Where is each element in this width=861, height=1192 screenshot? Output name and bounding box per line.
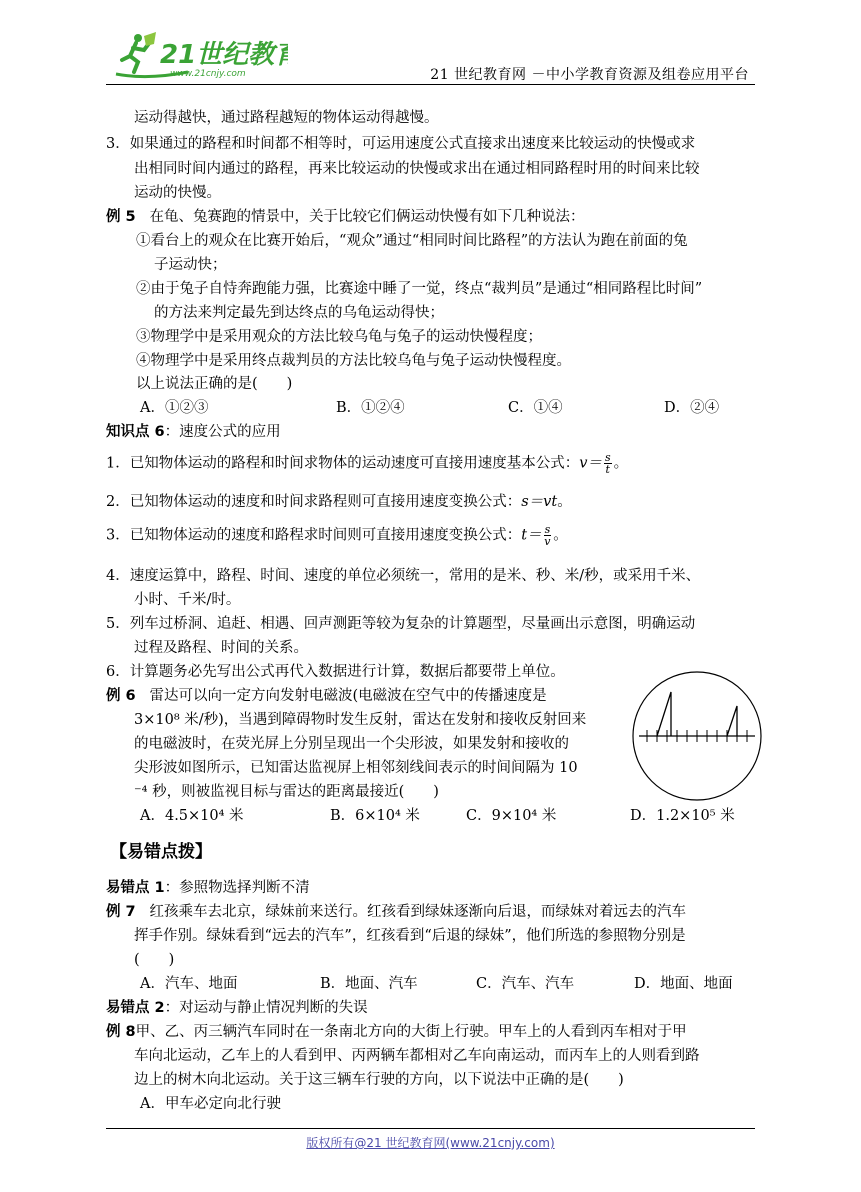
option-c: C．9×10⁴ 米	[466, 808, 557, 824]
example-label: 例 8	[106, 1024, 136, 1040]
knowledge-point-heading	[106, 422, 281, 442]
header-site-text: 21 世纪教育网 －中小学教育资源及组卷应用平台	[430, 67, 749, 83]
footer-copyright-link[interactable]: 版权所有@21 世纪教育网(www.21cnjy.com)	[306, 1136, 555, 1150]
option-d: D．1.2×10⁵ 米	[630, 808, 735, 824]
example-8-stem	[106, 1022, 687, 1042]
site-logo	[108, 30, 288, 85]
mistake-label: 易错点 2	[106, 1000, 165, 1016]
formula-line-3	[106, 524, 568, 547]
fraction	[544, 524, 552, 547]
text-line: ⁻⁴ 秒，则被监视目标与雷达的距离最接近( )	[134, 784, 439, 800]
formula-end: 。	[553, 527, 568, 544]
mistake-title: ：参照物选择判断不清	[164, 880, 310, 896]
option-d: D．②④	[664, 400, 720, 416]
option-a: A．甲车必定向北行驶	[140, 1096, 281, 1112]
example-text: 雷达可以向一定方向发射电磁波(电磁波在空气中的传播速度是	[149, 688, 547, 704]
logo-wordmark: 21世纪教育	[160, 40, 288, 70]
text-line: 挥手作别。绿妹看到“远去的汽车”，红孩看到“后退的绿妹”，他们所选的参照物分别是	[134, 928, 686, 944]
mistake-point-heading	[106, 878, 310, 898]
text-line: ②由于兔子自恃奔跑能力强，比赛途中睡了一觉，终点“裁判员”是通过“相同路程比时间”	[136, 281, 703, 297]
formula-lhs: t＝	[521, 527, 542, 544]
example-6-stem	[106, 686, 547, 706]
example-text: 在龟、兔赛跑的情景中，关于比较它们俩运动快慢有如下几种说法：	[149, 209, 585, 225]
example-label: 例 6	[106, 688, 136, 704]
text-line: 运动得越快，通过路程越短的物体运动得越慢。	[134, 110, 439, 126]
fraction-denominator: t	[605, 463, 610, 476]
formula-lhs: v＝	[579, 455, 602, 472]
text-line: 小时、千米/时。	[134, 592, 241, 608]
option-b: B．地面、汽车	[320, 976, 418, 992]
option-a: A．4.5×10⁴ 米	[140, 808, 244, 824]
logo-url: www.21cnjy.com	[170, 69, 246, 79]
formula-text: 3．已知物体运动的速度和路程求时间则可直接用速度变换公式：	[106, 527, 522, 544]
text-line: 4．速度运算中，路程、时间、速度的单位必须统一，常用的是米、秒、米/秒，或采用千米、	[106, 568, 701, 584]
formula-line-2	[106, 492, 572, 512]
example-text: 甲、乙、丙三辆汽车同时在一条南北方向的大街上行驶。甲车上的人看到丙车相对于甲	[135, 1024, 687, 1040]
example-5-stem	[106, 207, 584, 227]
header-rule	[106, 84, 755, 85]
text-line: 的方法来判定最先到达终点的乌龟运动得快；	[154, 305, 444, 321]
fraction-numerator: s	[604, 451, 611, 464]
mistake-title: ：对运动与静止情况判断的失误	[164, 1000, 368, 1016]
text-line: ( )	[134, 952, 175, 968]
option-a: A．汽车、地面	[140, 976, 238, 992]
footer-rule	[106, 1128, 755, 1129]
mistake-point-heading	[106, 998, 368, 1018]
text-line: 边上的树木向北运动。关于这三辆车行驶的方向，以下说法中正确的是( )	[134, 1072, 624, 1088]
text-line: 3×10⁸ 米/秒)，当遇到障碍物时发生反射，雷达在发射和接收反射回来	[134, 712, 587, 728]
text-line: 6．计算题务必先写出公式再代入数据进行计算，数据后都要带上单位。	[106, 664, 565, 680]
formula-text: 2．已知物体运动的速度和时间求路程则可直接用速度变换公式：	[106, 494, 522, 510]
example-7-stem	[106, 902, 686, 922]
radar-screen-figure	[631, 670, 763, 802]
formula-line-1	[106, 452, 628, 475]
option-a: A．①②③	[140, 400, 209, 416]
text-line: 车向北运动，乙车上的人看到甲、丙两辆车都相对乙车向南运动，而丙车上的人则看到路	[134, 1048, 700, 1064]
text-line: ①看台上的观众在比赛开始后，“观众”通过“相同时间比路程”的方法认为跑在前面的兔	[136, 233, 688, 249]
text-line: 的电磁波时，在荧光屏上分别呈现出一个尖形波，如果发射和接收的	[134, 736, 569, 752]
text-line: ③物理学中是采用观众的方法比较乌龟与兔子的运动快慢程度；	[136, 329, 542, 345]
runner-logo-icon	[108, 30, 288, 85]
text-line: 尖形波如图所示，已知雷达监视屏上相邻刻线间表示的时间间隔为 10	[134, 760, 578, 776]
kp-title: ：速度公式的应用	[164, 424, 281, 440]
option-b: B．6×10⁴ 米	[330, 808, 420, 824]
example-label: 例 7	[106, 904, 136, 920]
option-b: B．①②④	[336, 400, 405, 416]
text-line: 3．如果通过的路程和时间都不相等时，可运用速度公式直接求出速度来比较运动的快慢或求	[106, 136, 696, 152]
text-line: 子运动快；	[154, 257, 227, 273]
section-title: 【易错点拨】	[110, 842, 212, 862]
text-line: 出相同时间内通过的路程，再来比较运动的快慢或求出在通过相同路程时用的时间来比较	[134, 161, 700, 177]
option-c: C．①④	[508, 400, 563, 416]
option-d: D．地面、地面	[634, 976, 733, 992]
fraction	[604, 452, 612, 475]
text-line: 运动的快慢。	[134, 185, 221, 201]
option-c: C．汽车、汽车	[476, 976, 575, 992]
example-label: 例 5	[106, 209, 136, 225]
fraction-denominator: v	[544, 535, 551, 548]
formula-end: 。	[557, 494, 572, 510]
text-line: 5．列车过桥洞、追赶、相遇、回声测距等较为复杂的计算题型，尽量画出示意图，明确运动	[106, 616, 696, 632]
text-line: 过程及路程、时间的关系。	[134, 640, 308, 656]
text-line: ④物理学中是采用终点裁判员的方法比较乌龟与兔子运动快慢程度。	[136, 353, 571, 369]
fraction-numerator: s	[544, 523, 551, 536]
question-prompt: 以上说法正确的是( )	[136, 376, 293, 392]
example-text: 红孩乘车去北京，绿妹前来送行。红孩看到绿妹逐渐向后退，而绿妹对着远去的汽车	[149, 904, 686, 920]
formula-text: 1．已知物体运动的路程和时间求物体的运动速度可直接用速度基本公式：	[106, 455, 580, 472]
kp-label: 知识点 6	[106, 424, 165, 440]
formula-end: 。	[613, 455, 629, 472]
formula-expr: s＝vt	[521, 494, 558, 510]
mistake-label: 易错点 1	[106, 880, 165, 896]
